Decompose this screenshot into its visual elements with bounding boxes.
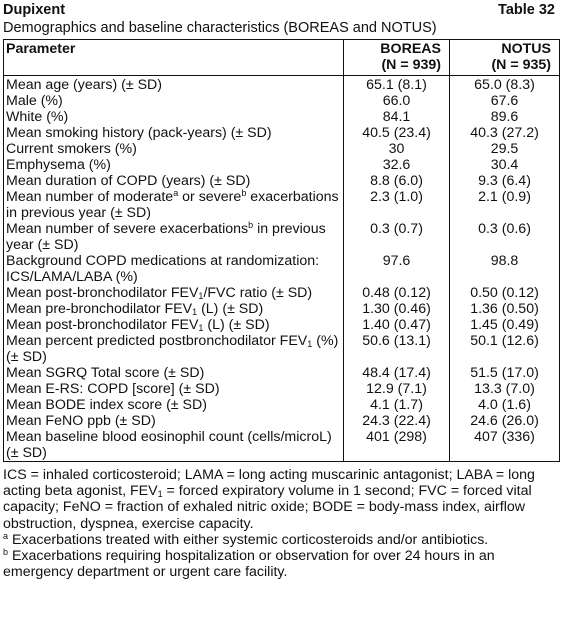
boreas-value: 65.1 (8.1) — [344, 76, 450, 94]
row-label-text: /FVC ratio (± SD) — [203, 285, 313, 301]
row-label-text: Mean pre-bronchodilator FEV — [6, 301, 193, 317]
subscript: 1 — [198, 291, 204, 301]
subscript: 1 — [192, 307, 198, 317]
footnote-marker: b — [3, 547, 9, 558]
row-label: Mean E-RS: COPD [score] (± SD) — [4, 381, 344, 397]
row-label: Current smokers (%) — [4, 141, 344, 157]
table-header-row — [4, 40, 560, 76]
column-header-parameter: Parameter — [4, 40, 344, 76]
footnote-text: Exacerbations treated with either systemic corticosteroids and/or antibiotics. — [8, 531, 489, 548]
notus-value: 40.3 (27.2) — [450, 125, 560, 141]
footnote-marker: a — [173, 188, 179, 198]
boreas-value: 401 (298) — [344, 429, 450, 462]
boreas-value: 8.8 (6.0) — [344, 173, 450, 189]
notus-name: NOTUS — [501, 41, 551, 57]
boreas-value: 50.6 (13.1) — [344, 333, 450, 365]
boreas-value: 32.6 — [344, 157, 450, 173]
row-label-text: (L) (± SD) — [197, 301, 264, 317]
table-row — [4, 253, 560, 285]
column-header-boreas — [344, 40, 450, 76]
row-label — [4, 317, 344, 333]
row-label-text: (%) (± SD) — [6, 333, 339, 365]
table-row — [4, 109, 560, 125]
notus-value: 89.6 — [450, 109, 560, 125]
boreas-value: 66.0 — [344, 93, 450, 109]
boreas-value: 2.3 (1.0) — [344, 189, 450, 221]
boreas-value: 48.4 (17.4) — [344, 365, 450, 381]
boreas-value: 30 — [344, 141, 450, 157]
table-caption: Demographics and baseline characteristics (BOREAS and NOTUS) — [3, 20, 437, 36]
boreas-value: 0.48 (0.12) — [344, 285, 450, 301]
document-header — [3, 2, 559, 19]
boreas-value: 40.5 (23.4) — [344, 125, 450, 141]
notus-value: 51.5 (17.0) — [450, 365, 560, 381]
notus-value: 67.6 — [450, 93, 560, 109]
table-row — [4, 397, 560, 413]
row-label — [4, 221, 344, 253]
table-row — [4, 365, 560, 381]
row-label — [4, 189, 344, 221]
notus-value: 9.3 (6.4) — [450, 173, 560, 189]
table-row — [4, 285, 560, 301]
table-row — [4, 333, 560, 365]
row-label-text: Mean number of moderate — [6, 189, 174, 205]
notus-value: 30.4 — [450, 157, 560, 173]
table-footnotes — [3, 467, 559, 580]
table-row — [4, 141, 560, 157]
boreas-n: (N = 939) — [381, 57, 441, 73]
table-row — [4, 76, 560, 94]
notus-value: 0.50 (0.12) — [450, 285, 560, 301]
notus-n: (N = 935) — [491, 57, 551, 73]
notus-value: 0.3 (0.6) — [450, 221, 560, 253]
table-row — [4, 317, 560, 333]
row-label: Mean age (years) (± SD) — [4, 76, 344, 94]
footnote-a — [3, 532, 559, 548]
row-label: Male (%) — [4, 93, 344, 109]
notus-value: 24.6 (26.0) — [450, 413, 560, 429]
notus-value: 65.0 (8.3) — [450, 76, 560, 94]
notus-value: 1.45 (0.49) — [450, 317, 560, 333]
row-label: Mean baseline blood eosinophil count (cells/microL) (± SD) — [4, 429, 344, 462]
row-label: White (%) — [4, 109, 344, 125]
row-label: Mean BODE index score (± SD) — [4, 397, 344, 413]
footnote-text: = forced expiratory volume in 1 second; FVC = forced vital capacity; FeNO = fraction of exhaled nitric oxide; BODE = body-mass index, airflow obstruction, dyspnea, exercise capacity. — [3, 483, 532, 532]
row-label: Mean smoking history (pack-years) (± SD) — [4, 125, 344, 141]
footnote-marker: b — [248, 220, 254, 230]
notus-value: 4.0 (1.6) — [450, 397, 560, 413]
row-label — [4, 285, 344, 301]
row-label: Mean duration of COPD (years) (± SD) — [4, 173, 344, 189]
boreas-value: 84.1 — [344, 109, 450, 125]
notus-value: 50.1 (12.6) — [450, 333, 560, 365]
row-label: Mean FeNO ppb (± SD) — [4, 413, 344, 429]
notus-value: 29.5 — [450, 141, 560, 157]
notus-value: 407 (336) — [450, 429, 560, 462]
row-label — [4, 301, 344, 317]
table-row — [4, 301, 560, 317]
boreas-value: 4.1 (1.7) — [344, 397, 450, 413]
subscript: 1 — [198, 323, 204, 333]
table-row — [4, 93, 560, 109]
subscript: 1 — [157, 489, 163, 500]
table-row — [4, 173, 560, 189]
drug-name: Dupixent — [3, 2, 66, 18]
boreas-value: 12.9 (7.1) — [344, 381, 450, 397]
row-label: Mean SGRQ Total score (± SD) — [4, 365, 344, 381]
demographics-table — [3, 39, 560, 462]
notus-value: 13.3 (7.0) — [450, 381, 560, 397]
table-number: Table 32 — [498, 2, 555, 18]
table-row — [4, 125, 560, 141]
table-row — [4, 413, 560, 429]
table-row — [4, 429, 560, 462]
row-label: Emphysema (%) — [4, 157, 344, 173]
row-label-text: Mean percent predicted postbronchodilator FEV — [6, 333, 308, 349]
abbreviations-note — [3, 467, 559, 532]
row-label-text: Mean number of severe exacerbations — [6, 221, 249, 237]
subscript: 1 — [307, 339, 313, 349]
footnote-text: Exacerbations requiring hospitalization or observation for over 24 hours in an emergency department or urgent care facility. — [3, 548, 495, 581]
notus-value: 2.1 (0.9) — [450, 189, 560, 221]
table-row — [4, 157, 560, 173]
column-header-notus — [450, 40, 560, 76]
boreas-value: 0.3 (0.7) — [344, 221, 450, 253]
boreas-value: 1.40 (0.47) — [344, 317, 450, 333]
table-row — [4, 221, 560, 253]
row-label-text: exacerbations in previous year (± SD) — [6, 189, 339, 221]
row-label-text: or severe — [178, 189, 242, 205]
footnote-b — [3, 548, 559, 580]
notus-value: 98.8 — [450, 253, 560, 285]
footnote-marker: b — [241, 188, 247, 198]
boreas-value: 1.30 (0.46) — [344, 301, 450, 317]
row-label: Background COPD medications at randomization: ICS/LAMA/LABA (%) — [4, 253, 344, 285]
table-row — [4, 381, 560, 397]
table-row — [4, 189, 560, 221]
footnote-marker: a — [3, 530, 9, 541]
row-label-text: Mean post-bronchodilator FEV — [6, 317, 199, 333]
row-label-text: (L) (± SD) — [203, 317, 270, 333]
row-label — [4, 333, 344, 365]
row-label-text: Mean post-bronchodilator FEV — [6, 285, 199, 301]
row-label-text: in previous year (± SD) — [6, 221, 326, 253]
boreas-name: BOREAS — [380, 41, 441, 57]
document-page — [3, 0, 559, 580]
footnote-text: ICS = inhaled corticosteroid; LAMA = long acting muscarinic antagonist; LABA = long acting beta agonist, FEV — [3, 467, 535, 500]
boreas-value: 24.3 (22.4) — [344, 413, 450, 429]
boreas-value: 97.6 — [344, 253, 450, 285]
notus-value: 1.36 (0.50) — [450, 301, 560, 317]
